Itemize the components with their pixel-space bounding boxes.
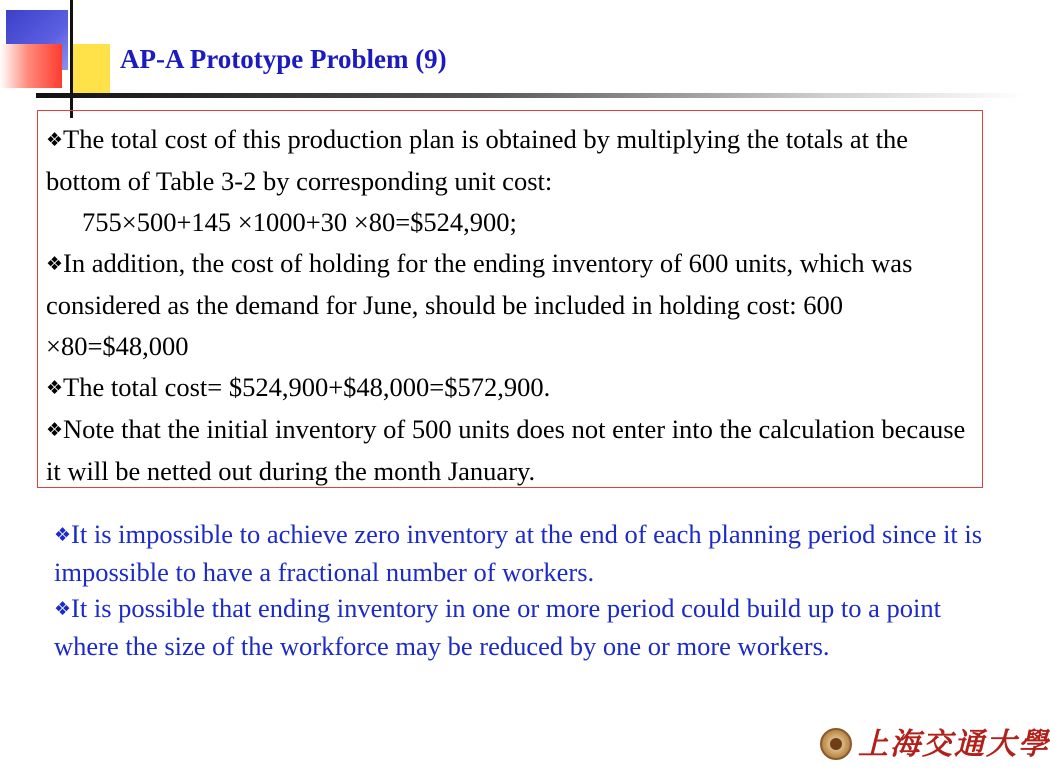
decor-yellow-block: [70, 44, 110, 98]
box-paragraph: ❖Note that the initial inventory of 500 units does not enter into the calculation because it will be netted out during the month January.: [46, 414, 966, 486]
bullet-icon: ❖: [54, 524, 72, 546]
box-paragraph: ❖The total cost= $524,900+$48,000=$572,900.: [46, 372, 551, 402]
title-underline: [36, 93, 1024, 98]
university-name: 上海交通大學: [858, 727, 1050, 762]
bullet-icon: ❖: [54, 598, 72, 620]
box-paragraph: ❖The total cost of this production plan is obtained by multiplying the totals at the bottom of Table 3-2 by corresponding unit cost:: [46, 124, 908, 196]
university-logo: [820, 726, 1050, 764]
observations-text: [54, 516, 994, 664]
bullet-icon: ❖: [46, 377, 64, 399]
slide-title: AP-A Prototype Problem (9): [120, 44, 447, 74]
box-paragraph: 755×500+145 ×1000+30 ×80=$524,900;: [82, 207, 517, 237]
bullet-icon: ❖: [46, 129, 64, 151]
observation-paragraph: ❖It is impossible to achieve zero inventory at the end of each planning period since it is impossible to have a fractional number of workers.: [54, 519, 983, 587]
decor-vertical-line: [70, 0, 73, 118]
bullet-icon: ❖: [46, 253, 64, 275]
cost-calculation-box: [37, 110, 983, 488]
box-paragraph: ❖In addition, the cost of holding for the ending inventory of 600 units, which was considered as the demand for June, should be included in holding cost: 600 ×80=$48,000: [46, 248, 913, 361]
observation-paragraph: ❖It is possible that ending inventory in one or more period could build up to a point where the size of the workforce may be reduced by one or more workers.: [54, 593, 941, 661]
decor-red-block: [0, 44, 62, 88]
university-seal-icon: [820, 728, 852, 760]
bullet-icon: ❖: [46, 419, 64, 441]
